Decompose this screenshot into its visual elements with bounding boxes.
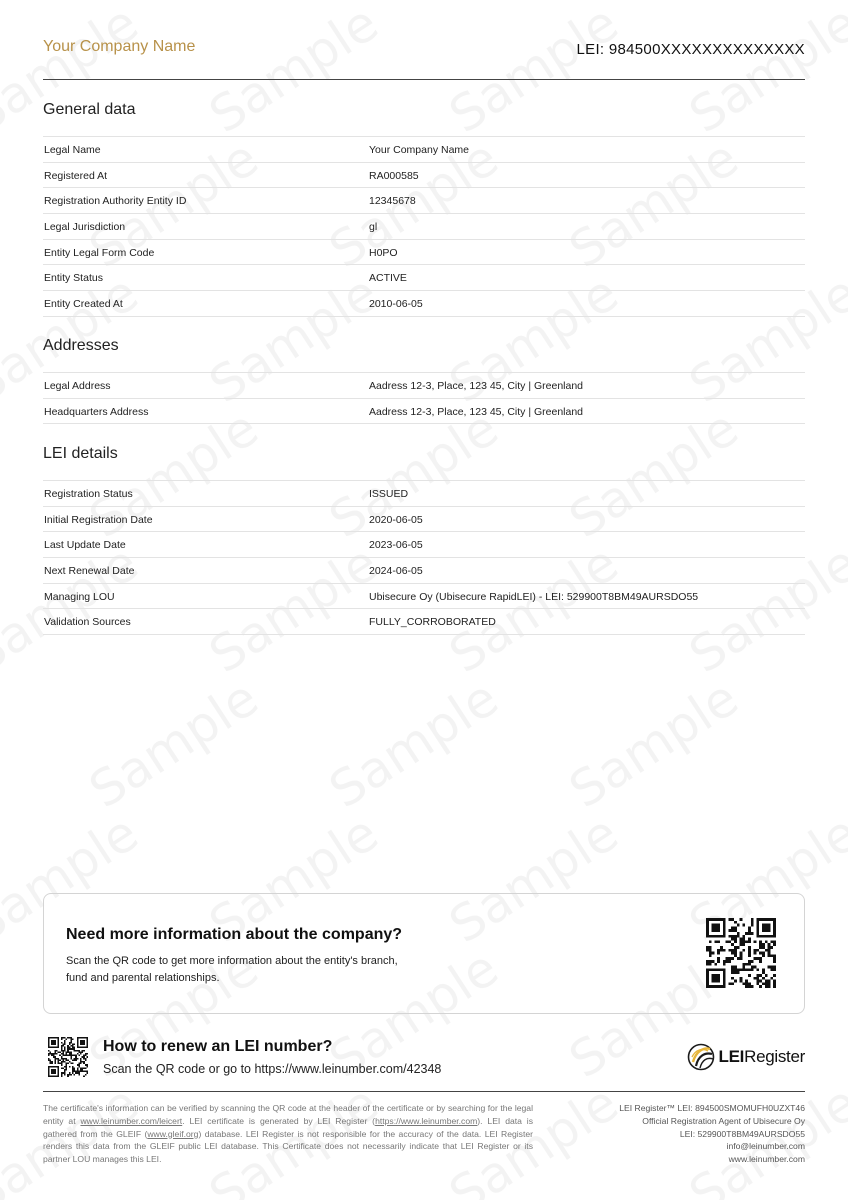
table-row [43,507,805,533]
row-label: Legal Name [44,144,101,156]
leinumber-link[interactable]: https://www.leinumber.com [375,1115,478,1126]
row-value: 2023-06-05 [369,539,423,552]
row-value: gl [369,221,378,234]
row-label: Next Renewal Date [44,565,135,578]
row-value: 2010-06-05 [369,298,423,311]
section-title-general-data: General data [43,101,136,118]
footer-email[interactable]: info@leinumber.com [726,1141,805,1152]
row-value: RA000585 [369,169,419,182]
table-row [43,481,805,507]
disclaimer-text-1: The certificate's information can be verified by scanning the QR code at the header of the certificate or by searching for the legal entity at [43,1103,533,1126]
footer-disclaimer [43,1102,533,1166]
gleif-link[interactable]: www.gleif.org [147,1128,199,1139]
table-row [43,188,805,214]
company-name: Your Company Name [43,38,196,55]
row-value: 2024-06-05 [369,565,423,578]
row-label: Registration Status [44,488,133,500]
row-label: Validation Sources [44,616,131,629]
renew-qr-code-icon[interactable] [48,1037,88,1077]
lei-details-table [43,480,805,635]
section-title-lei-details: LEI details [43,445,118,462]
footer-contact [545,1102,805,1166]
disclaimer-text-4: ) database. LEI Register is not responsible for the accuracy of the data. LEI Register renders this data from the GLEIF public LEI database. This Certificate does not necessarily indicate that LEI Register or its partner LOU manages this LEI. [43,1128,534,1165]
row-value: Aadress 12-3, Place, 123 45, City | Greenland [369,405,584,418]
row-label: Legal Address [44,380,111,392]
renew-subtitle: Scan the QR code or go to https://www.leinumber.com/42348 [103,1062,442,1076]
lei-code: LEI: 984500XXXXXXXXXXXXXX [576,41,805,58]
lei-register-globe-icon [687,1043,715,1071]
table-row [43,558,805,584]
row-label: Registration Authority Entity ID [44,195,187,208]
more-info-title: Need more information about the company? [66,926,403,943]
table-row [43,265,805,291]
row-value: FULLY_CORROBORATED [369,616,496,629]
row-label: Entity Created At [44,298,123,311]
logo-text-register: Register [744,1047,805,1066]
renew-section [43,1036,805,1092]
row-value: 12345678 [369,195,416,208]
row-label: Entity Status [44,272,103,285]
disclaimer-text-2: . LEI certificate is generated by LEI Register ( [182,1115,376,1126]
footer-contact-line: LEI: 529900T8BM49AURSDO55 [679,1128,805,1139]
table-row [43,214,805,240]
more-info-box [43,893,805,1014]
renew-title: How to renew an LEI number? [103,1038,333,1055]
row-label: Last Update Date [44,539,126,552]
footer-website[interactable]: www.leinumber.com [728,1154,805,1165]
row-label: Headquarters Address [44,405,149,418]
table-row [43,240,805,266]
row-label: Registered At [44,169,108,182]
section-title-addresses: Addresses [43,337,119,354]
table-row [43,291,805,317]
row-value: 2020-06-05 [369,513,423,526]
table-row [43,609,805,635]
disclaimer-text-3: ). LEI data is gathered from the GLEIF ( [43,1115,533,1139]
table-row [43,373,805,399]
row-label: Managing LOU [44,590,115,603]
general-data-table [43,136,805,317]
certificate-header [43,36,805,80]
addresses-table [43,372,805,424]
row-value: ISSUED [369,488,409,500]
row-label: Legal Jurisdiction [44,221,126,234]
row-value: H0PO [369,246,398,259]
table-row [43,532,805,558]
row-value: Ubisecure Oy (Ubisecure RapidLEI) - LEI: 529900T8BM49AURSDO55 [369,590,699,603]
leicert-link[interactable]: www.leinumber.com/leicert [80,1115,183,1126]
table-row [43,584,805,610]
row-value: ACTIVE [369,272,407,285]
row-value: Aadress 12-3, Place, 123 45, City | Greenland [369,380,584,392]
footer-contact-line: Official Registration Agent of Ubisecure Oy [642,1115,805,1126]
table-row [43,399,805,425]
footer-contact-line: LEI Register™ LEI: 894500SMOMUFH0UZXT46 [619,1103,805,1113]
row-label: Entity Legal Form Code [44,246,155,259]
more-info-description: Scan the QR code to get more information about the entity's branch, fund and parental relationships. [66,955,398,984]
row-label: Initial Registration Date [44,513,153,526]
row-value: Your Company Name [369,144,469,156]
logo-text-lei: LEI [718,1047,745,1066]
table-row [43,163,805,189]
table-row [43,137,805,163]
lei-register-logo [687,1043,805,1071]
company-info-qr-code-icon[interactable] [706,918,776,988]
